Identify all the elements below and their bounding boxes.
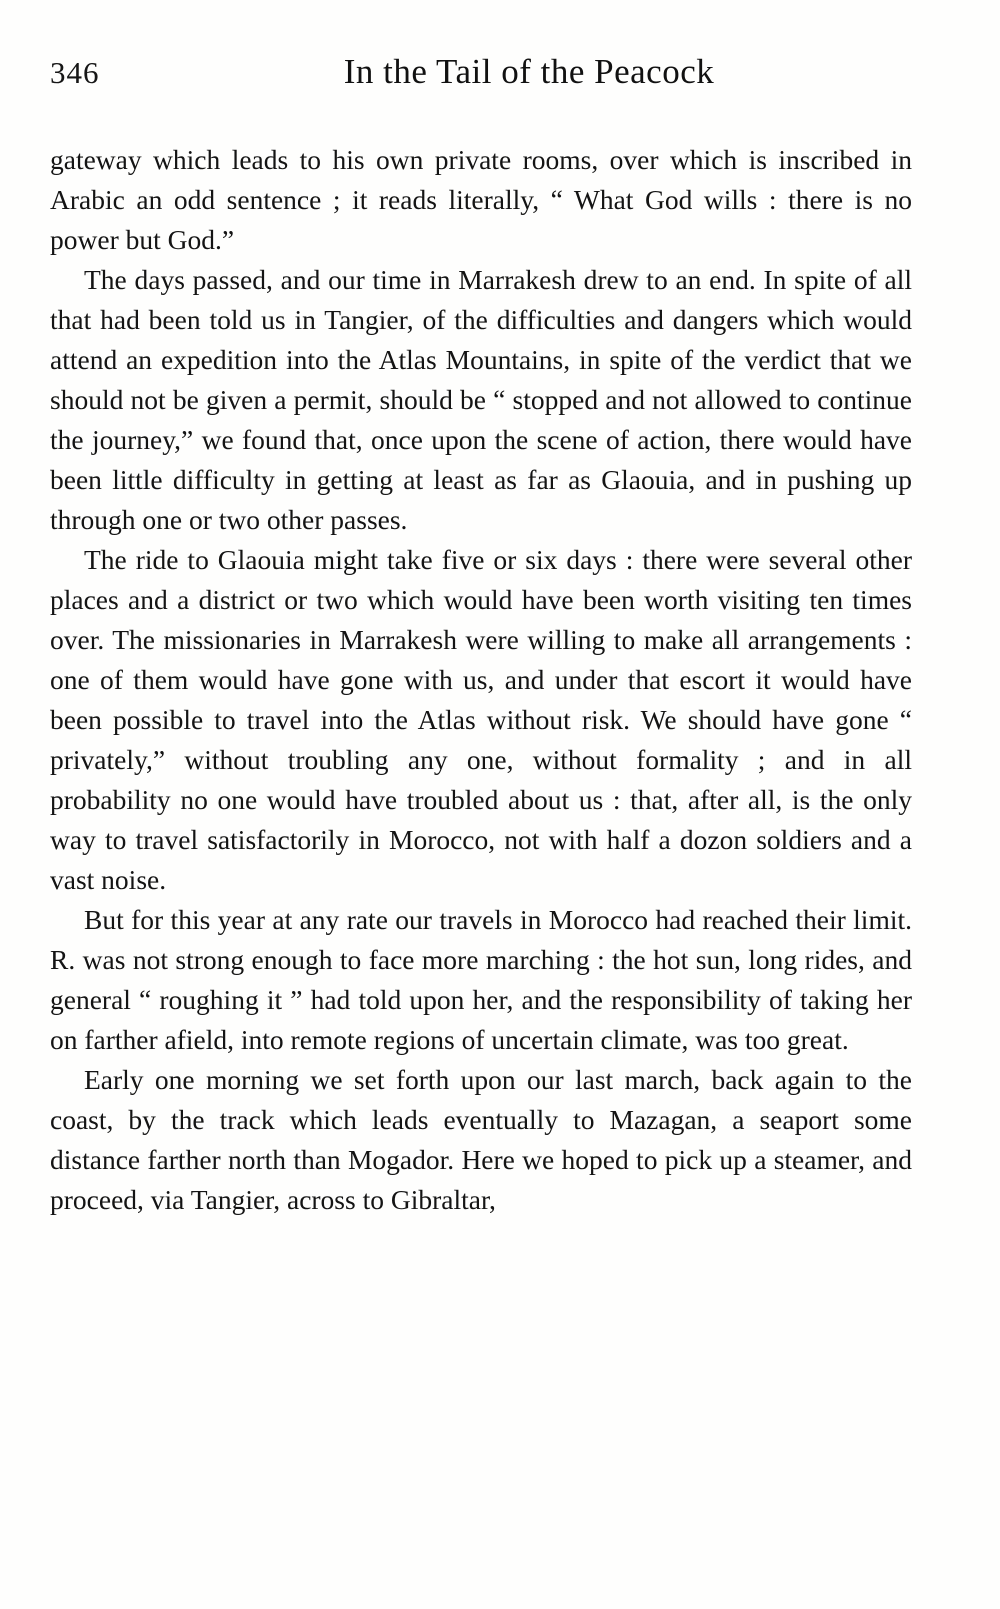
paragraph: gateway which leads to his own private rooms, over which is inscribed in Arabic an odd sentence ; it reads literally, “ What God wills : there is no power but God.” [50,144,912,255]
paragraph: The days passed, and our time in Marrakesh drew to an end. In spite of all that had been told us in Tangier, of the difficulties and dangers which would attend an expedition into the Atlas Mountains, in spite of the verdict that we should not be given a permit, should be “ stopped and not allowed to continue the journey,” we found that, once upon the scene of action, there would have been little difficulty in getting at least as far as Glaouia, and in pushing up through one or two other passes. [50,264,912,535]
page-body [50,140,912,1220]
paragraph: The ride to Glaouia might take five or six days : there were several other places and a district or two which would have been worth visiting ten times over. The missionaries in Marrakesh were willing to make all arrangements : one of them would have gone with us, and under that escort it would have been possible to travel into the Atlas without risk. We should have gone “ privately,” without troubling any one, without formality ; and in all probability no one would have troubled about us : that, after all, is the only way to travel satisfactorily in Morocco, not with half a dozon soldiers and a vast noise. [50,544,912,895]
running-title: In the Tail of the Peacock [343,52,715,91]
page-header [50,52,948,102]
paragraph: Early one morning we set forth upon our last march, back again to the coast, by the track which leads eventually to Mazagan, a seaport some distance farther north than Mogador. Here we hoped to pick up a steamer, and proceed, via Tangier, across to Gibraltar, [50,1064,912,1215]
page-number: 346 [50,55,100,90]
paragraph: But for this year at any rate our travels in Morocco had reached their limit. R. was not strong enough to face more marching : the hot sun, long rides, and general “ roughing it ” had told upon her, and the responsibility of taking her on farther afield, into remote regions of uncertain climate, was too great. [50,904,912,1055]
